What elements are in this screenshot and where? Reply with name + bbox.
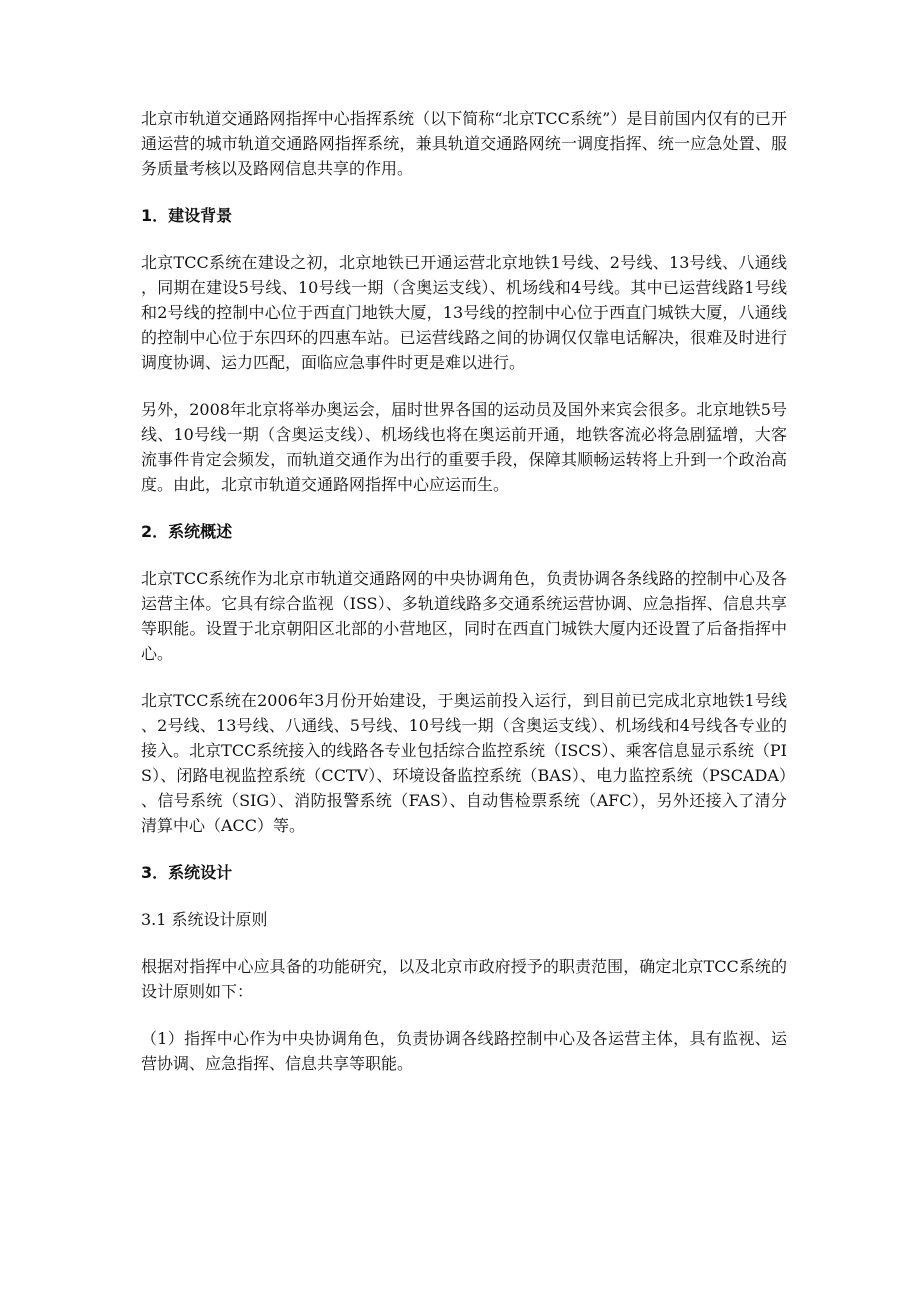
subsection-3-1-paragraph: 根据对指挥中心应具备的功能研究，以及北京市政府授予的职责范围，确定北京TCC系统的设计原则如下：: [141, 957, 787, 1001]
section-2-paragraph-2: 北京TCC系统在2006年3月份开始建设，于奥运前投入运行，到目前已完成北京地铁1号线、2号线、13号线、八通线、5号线、10号线一期（含奥运支线）、机场线和4号线各专业的接入。北京TCC系统接入的线路各专业包括综合监控系统（ISCS）、乘客信息显示系统（PIS）、闭路电视监控系统（CCTV）、环境设备监控系统（BAS）、电力监控系统（PSCADA）、信号系统（SIG）、消防报警系统（FAS）、自动售检票系统（AFC），另外还接入了清分清算中心（ACC）等。: [141, 691, 787, 835]
section-1-paragraph-2: 另外，2008年北京将举办奥运会，届时世界各国的运动员及国外来宾会很多。北京地铁5号线、10号线一期（含奥运支线）、机场线也将在奥运前开通，地铁客流必将急剧猛增，大客流事件肯定会频发，而轨道交通作为出行的重要手段，保障其顺畅运转将上升到一个政治高度。由此，北京市轨道交通路网指挥中心应运而生。: [141, 400, 787, 494]
document-page: [141, 106, 787, 1076]
section-1-heading: 1．建设背景: [141, 206, 233, 225]
subsection-3-1-heading: 3.1 系统设计原则: [141, 910, 268, 929]
section-3-heading: 3．系统设计: [141, 863, 233, 882]
section-1-paragraph-1: 北京TCC系统在建设之初，北京地铁已开通运营北京地铁1号线、2号线、13号线、八通线，同期在建设5号线、10号线一期（含奥运支线）、机场线和4号线。其中已运营线路1号线和2号线的控制中心位于西直门地铁大厦，13号线的控制中心位于西直门城铁大厦，八通线的控制中心位于东四环的四惠车站。已运营线路之间的协调仅仅靠电话解决，很难及时进行调度协调、运力匹配，面临应急事件时更是难以进行。: [141, 253, 787, 372]
section-2-heading: 2．系统概述: [141, 522, 233, 541]
intro-paragraph: 北京市轨道交通路网指挥中心指挥系统（以下简称“北京TCC系统”）是目前国内仅有的已开通运营的城市轨道交通路网指挥系统，兼具轨道交通路网统一调度指挥、统一应急处置、服务质量考核以及路网信息共享的作用。: [141, 109, 787, 178]
section-2-paragraph-1: 北京TCC系统作为北京市轨道交通路网的中央协调角色，负责协调各条线路的控制中心及各运营主体。它具有综合监视（ISS）、多轨道线路多交通系统运营协调、应急指挥、信息共享等职能。设置于北京朝阳区北部的小营地区，同时在西直门城铁大厦内还设置了后备指挥中心。: [141, 569, 787, 663]
principle-item-1: （1）指挥中心作为中央协调角色，负责协调各线路控制中心及各运营主体，具有监视、运营协调、应急指挥、信息共享等职能。: [141, 1029, 787, 1073]
